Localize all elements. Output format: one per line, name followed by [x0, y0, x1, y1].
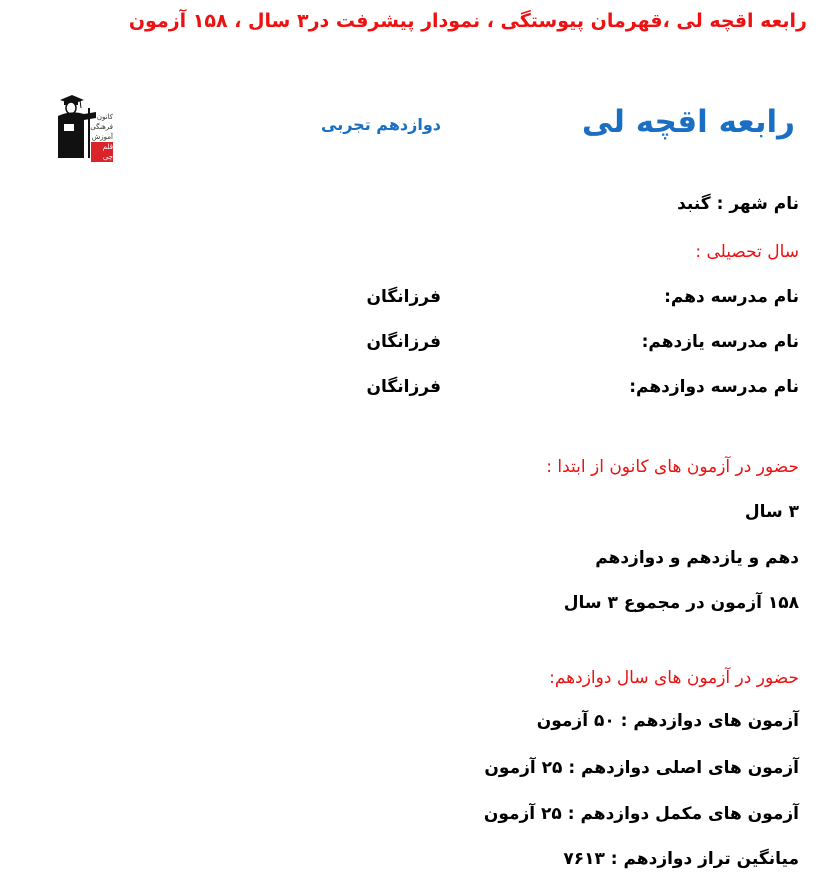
- city-name: نام شهر : گنبد: [677, 194, 799, 214]
- academic-year-label: سال تحصیلی :: [695, 242, 799, 262]
- logo-line: کانون: [96, 113, 113, 121]
- attendance-grades: دهم و یازدهم و دوازدهم: [595, 548, 799, 568]
- school-12-label: نام مدرسه دوازدهم:: [629, 377, 799, 397]
- main-exams-12-count: آزمون های اصلی دوازدهم : ۲۵ آزمون: [484, 758, 799, 778]
- school-12-value: فرزانگان: [366, 377, 441, 397]
- school-10-value: فرزانگان: [366, 287, 441, 307]
- school-11-value: فرزانگان: [366, 332, 441, 352]
- attendance-total-exams: ۱۵۸ آزمون در مجموع ۳ سال: [563, 593, 799, 613]
- supplementary-exams-12-count: آزمون های مکمل دوازدهم : ۲۵ آزمون: [483, 804, 799, 824]
- page-header-title: رابعه اقچه لی ،قهرمان پیوستگی ، نمودار پیشرفت در۳ سال ، ۱۵۸ آزمون: [128, 10, 807, 32]
- logo-line-accent: قلم چی: [91, 142, 113, 162]
- attendance-years: ۳ سال: [744, 502, 799, 522]
- grade-field-label: دوازدهم تجربی: [321, 115, 441, 134]
- logo-line: فرهنگی: [90, 123, 113, 131]
- school-11-label: نام مدرسه یازدهم:: [641, 332, 799, 352]
- student-name: رابعه اقچه لی: [581, 104, 795, 140]
- logo-line: آموزش: [91, 133, 113, 141]
- attendance-12-heading: حضور در آزمون های سال دوازدهم:: [549, 668, 799, 688]
- school-10-label: نام مدرسه دهم:: [664, 287, 799, 307]
- average-score-12: میانگین تراز دوازدهم : ۷۶۱۳: [563, 849, 799, 869]
- kanoon-logo: [54, 94, 114, 160]
- attendance-total-heading: حضور در آزمون های کانون از ابتدا :: [546, 457, 799, 477]
- exams-12-count: آزمون های دوازدهم : ۵۰ آزمون: [536, 711, 799, 731]
